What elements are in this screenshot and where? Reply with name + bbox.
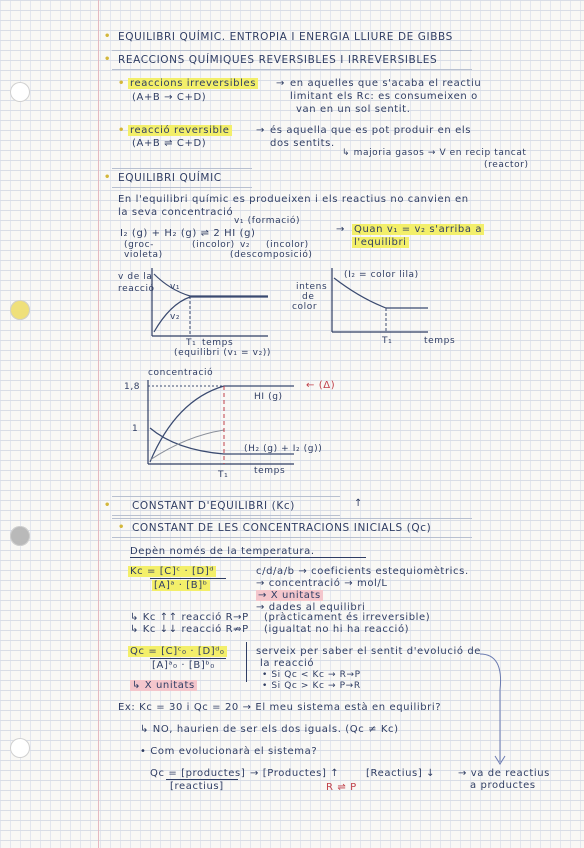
kc-high-desc: (pràcticament és irreversible) (264, 612, 431, 623)
qc-denominator: [A]ᵃ₀ · [B]ᵇ₀ (152, 660, 215, 671)
graph3-h2i2-label: (H₂ (g) + I₂ (g)) (244, 444, 323, 454)
bullet: • (104, 31, 111, 42)
kc-denominator: [A]ᵃ · [B]ᵇ (154, 580, 208, 591)
kc-note: → X unitats (258, 590, 321, 601)
irreversible-equation: (A+B → C+D) (132, 92, 207, 103)
kc-low-desc: (igualtat no hi ha reacció) (264, 624, 410, 635)
graph3-t1: T₁ (218, 470, 229, 480)
kc-low: ↳ Kc ↓↓ reacció R⇏P (130, 624, 249, 635)
equation-note: v₂ (240, 240, 251, 250)
graph1-caption: (equilibri (v₁ = v₂)) (174, 348, 272, 358)
kc-high: ↳ Kc ↑↑ reacció R→P (130, 612, 249, 623)
graph2-ylabel: color (292, 302, 318, 312)
connector-line (480, 654, 501, 762)
arrow-glyph: → (276, 78, 285, 89)
punch-hole (10, 526, 30, 546)
bullet: • (104, 172, 111, 183)
reversible-note: (reactor) (484, 160, 529, 170)
example-direction: R ⇌ P (326, 782, 357, 793)
rate-label: v₁ (formació) (234, 216, 301, 226)
bullet: • (104, 500, 111, 511)
graph1-t1: T₁ (186, 338, 197, 348)
connector-arrow (480, 650, 510, 770)
reversible-desc: és aquella que es pot produir en els (270, 125, 472, 136)
kc-note: → dades al equilibri (256, 602, 366, 613)
qc-numerator: Qc = [C]ᶜ₀ · [D]ᵈ₀ (130, 646, 225, 657)
example-reactants: [Reactius] ↓ (366, 768, 436, 779)
reversible-note: ↳ majoria gasos → V en recip tancat (342, 148, 527, 158)
graph3-tick: 1,8 (124, 382, 141, 392)
irreversible-label: reaccions irreversibles (130, 78, 257, 89)
kc-numerator: Kc = [C]ᶜ · [D]ᵈ (130, 566, 214, 577)
bullet: • (104, 54, 111, 65)
arrow-glyph: → (256, 125, 265, 136)
graph1-v1-label: v₁ (170, 282, 181, 292)
equation-note: (incolor) (266, 240, 309, 250)
intro-text: En l'equilibri químic es produeixen i els reactius no canvien en (118, 194, 469, 205)
graph2-t1: T₁ (382, 336, 393, 346)
bullet: • (118, 78, 125, 89)
bullet: • (118, 522, 125, 533)
equation-note: (descomposició) (230, 250, 313, 260)
fraction-bar (166, 779, 238, 780)
graph3-xlabel: temps (254, 466, 286, 476)
irreversible-desc: limitant els Rc: es consumeixen o (290, 91, 478, 102)
punch-hole (10, 300, 30, 320)
graph3-ylabel: concentració (148, 368, 214, 378)
reversible-desc: dos sentits. (270, 138, 335, 149)
depends-text: Depèn només de la temperatura. (130, 546, 315, 557)
graph1-v2-label: v₂ (170, 312, 181, 322)
margin-line (98, 0, 99, 848)
graph2-ylabel: intens (296, 282, 328, 292)
example-result: → va de reactius (458, 768, 550, 779)
reversible-label: reacció reversible (130, 125, 230, 136)
graph1-ylabel: v de la (118, 272, 153, 282)
delta-label: ← (Δ) (306, 380, 336, 391)
irreversible-desc: en aquelles que s'acaba el reactiu (290, 78, 482, 89)
irreversible-desc: van en un sol sentit. (296, 104, 411, 115)
example-qc-den: [reactius] (170, 781, 224, 792)
underline (130, 557, 366, 558)
graph2-note: (I₂ = color lila) (344, 270, 419, 280)
qc-note: la reacció (260, 658, 315, 669)
qc-rule: • Si Qc < Kc → R→P (262, 670, 361, 680)
section-title: EQUILIBRI QUÍMIC (118, 172, 222, 184)
overlay-curve (150, 430, 224, 460)
punch-hole (10, 82, 30, 102)
fraction-bar (150, 578, 226, 579)
graph2-xlabel: temps (424, 336, 456, 346)
graph2-ylabel: de (302, 292, 315, 302)
section-title: CONSTANT D'EQUILIBRI (Kc) (132, 500, 295, 512)
arrow-up: ↑ (354, 498, 363, 509)
example-line: • Com evolucionarà el sistema? (140, 746, 318, 757)
equation-note: (incolor) (192, 240, 235, 250)
example-line: ↳ NO, haurien de ser els dos iguals. (Qc ≠ Kc) (140, 724, 399, 735)
qc-units: ↳ X unitats (132, 680, 195, 691)
equation-note: (groc- (124, 240, 155, 250)
kc-note: → concentració → mol/L (256, 578, 388, 589)
arrow-glyph: → (336, 224, 345, 235)
example-line: Ex: Kc = 30 i Qc = 20 → El meu sistema està en equilibri? (118, 702, 442, 713)
rate-graph (150, 268, 270, 340)
qc-note: serveix per saber el sentit d'evolució de (256, 646, 482, 657)
qc-rule: • Si Qc > Kc → P→R (262, 681, 361, 691)
equilibrium-condition: l'equilibri (354, 237, 407, 248)
graph1-xlabel: temps (202, 338, 234, 348)
equilibrium-equation: I₂ (g) + H₂ (g) ⇌ 2 HI (g) (120, 228, 256, 239)
section-subtitle: CONSTANT DE LES CONCENTRACIONS INICIALS (Qc) (132, 522, 432, 534)
example-products: → [Productes] ↑ (250, 768, 340, 779)
example-result: a productes (470, 780, 536, 791)
color-curve (334, 278, 428, 308)
intro-text: la seva concentració (118, 207, 234, 218)
reversible-equation: (A+B ⇌ C+D) (132, 138, 207, 149)
equation-note: violeta) (124, 250, 163, 260)
section-title: REACCIONS QUÍMIQUES REVERSIBLES I IRREVERSIBLES (118, 54, 438, 66)
divider (246, 642, 247, 682)
graph3-hi-label: HI (g) (254, 392, 283, 402)
punch-hole (10, 738, 30, 758)
page-title: EQUILIBRI QUÍMIC. ENTROPIA I ENERGIA LLIURE DE GIBBS (118, 31, 453, 43)
bullet: • (118, 125, 125, 136)
kc-note: c/d/a/b → coeficients estequiomètrics. (256, 566, 469, 577)
graph3-tick: 1 (132, 424, 139, 434)
example-qc-num: Qc = [productes] (150, 768, 246, 779)
equilibrium-condition: Quan v₁ = v₂ s'arriba a (354, 224, 483, 235)
fraction-bar (150, 658, 226, 659)
graph1-ylabel: reacció (118, 284, 155, 294)
